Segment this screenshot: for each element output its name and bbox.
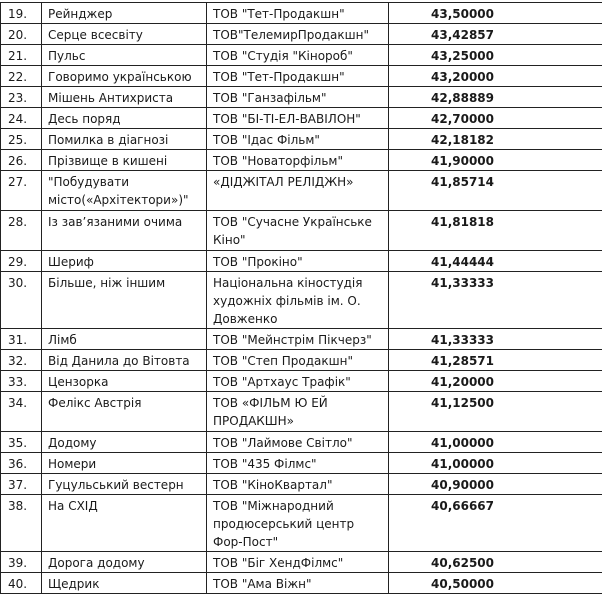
- production-company: ТОВ"ТелемирПродакшн": [207, 24, 389, 45]
- table-row: [1, 474, 602, 495]
- film-title: Шериф: [42, 251, 207, 272]
- score: 41,12500: [389, 392, 602, 432]
- score: 43,42857: [389, 24, 602, 45]
- film-title: Щедрик: [42, 573, 207, 594]
- score: 40,50000: [389, 573, 602, 594]
- row-number: 31.: [1, 329, 42, 350]
- score: 41,44444: [389, 251, 602, 272]
- production-company: ТОВ "Артхаус Трафік": [207, 371, 389, 392]
- row-number: 27.: [1, 171, 42, 211]
- score: 41,81818: [389, 211, 602, 251]
- film-title: Із зав’язаними очима: [42, 211, 207, 251]
- score: 40,90000: [389, 474, 602, 495]
- row-number: 26.: [1, 150, 42, 171]
- production-company: ТОВ "Ама Віжн": [207, 573, 389, 594]
- production-company: ТОВ "Степ Продакшн": [207, 350, 389, 371]
- table-row: [1, 251, 602, 272]
- film-title: Мішень Антихриста: [42, 87, 207, 108]
- row-number: 25.: [1, 129, 42, 150]
- table-row: [1, 171, 602, 211]
- table-row: [1, 150, 602, 171]
- table-row: [1, 432, 602, 453]
- film-title: Номери: [42, 453, 207, 474]
- table-row: [1, 573, 602, 594]
- film-title: Прізвище в кишені: [42, 150, 207, 171]
- score: 43,20000: [389, 66, 602, 87]
- row-number: 32.: [1, 350, 42, 371]
- row-number: 24.: [1, 108, 42, 129]
- film-title: На СХІД: [42, 495, 207, 552]
- row-number: 28.: [1, 211, 42, 251]
- production-company: ТОВ "Лаймове Світло": [207, 432, 389, 453]
- film-title: Лімб: [42, 329, 207, 350]
- production-company: ТОВ "Міжнародний продюсерський центр Фор-Пост": [207, 495, 389, 552]
- row-number: 21.: [1, 45, 42, 66]
- table-row: [1, 272, 602, 329]
- results-table-body: [1, 3, 602, 594]
- production-company: ТОВ "435 Філмс": [207, 453, 389, 474]
- score: 41,28571: [389, 350, 602, 371]
- film-title: Гуцульський вестерн: [42, 474, 207, 495]
- production-company: ТОВ "Ганзафільм": [207, 87, 389, 108]
- film-title: Додому: [42, 432, 207, 453]
- row-number: 33.: [1, 371, 42, 392]
- row-number: 19.: [1, 3, 42, 24]
- table-row: [1, 129, 602, 150]
- table-row: [1, 211, 602, 251]
- production-company: ТОВ «ФІЛЬМ Ю ЕЙ ПРОДАКШН»: [207, 392, 389, 432]
- production-company: «ДІДЖІТАЛ РЕЛІДЖН»: [207, 171, 389, 211]
- row-number: 29.: [1, 251, 42, 272]
- production-company: ТОВ "Сучасне Українське Кіно": [207, 211, 389, 251]
- score: 41,85714: [389, 171, 602, 211]
- table-row: [1, 495, 602, 552]
- production-company: ТОВ "Тет-Продакшн": [207, 3, 389, 24]
- row-number: 40.: [1, 573, 42, 594]
- row-number: 22.: [1, 66, 42, 87]
- row-number: 34.: [1, 392, 42, 432]
- film-title: Більше, ніж іншим: [42, 272, 207, 329]
- film-title: Десь поряд: [42, 108, 207, 129]
- table-row: [1, 66, 602, 87]
- production-company: ТОВ "КіноКвартал": [207, 474, 389, 495]
- row-number: 23.: [1, 87, 42, 108]
- row-number: 30.: [1, 272, 42, 329]
- results-table: [0, 2, 602, 594]
- table-row: [1, 24, 602, 45]
- score: 41,20000: [389, 371, 602, 392]
- score: 43,25000: [389, 45, 602, 66]
- score: 42,70000: [389, 108, 602, 129]
- production-company: ТОВ "Ідас Фільм": [207, 129, 389, 150]
- production-company: ТОВ "Студія "Кінороб": [207, 45, 389, 66]
- production-company: ТОВ "Мейнстрім Пікчерз": [207, 329, 389, 350]
- row-number: 37.: [1, 474, 42, 495]
- film-title: Дорога додому: [42, 552, 207, 573]
- score: 42,88889: [389, 87, 602, 108]
- score: 41,33333: [389, 272, 602, 329]
- film-title: Помилка в діагнозі: [42, 129, 207, 150]
- score: 40,66667: [389, 495, 602, 552]
- row-number: 39.: [1, 552, 42, 573]
- row-number: 36.: [1, 453, 42, 474]
- film-title: Серце всесвіту: [42, 24, 207, 45]
- score: 41,33333: [389, 329, 602, 350]
- film-title: Пульс: [42, 45, 207, 66]
- production-company: Національна кіностудія художніх фільмів ім. О. Довженко: [207, 272, 389, 329]
- film-title: Фелікс Австрія: [42, 392, 207, 432]
- film-title: Цензорка: [42, 371, 207, 392]
- table-row: [1, 45, 602, 66]
- row-number: 35.: [1, 432, 42, 453]
- score: 40,62500: [389, 552, 602, 573]
- production-company: ТОВ "Біг ХендФілмс": [207, 552, 389, 573]
- production-company: ТОВ "Новаторфільм": [207, 150, 389, 171]
- table-row: [1, 552, 602, 573]
- row-number: 20.: [1, 24, 42, 45]
- film-title: Рейнджер: [42, 3, 207, 24]
- table-row: [1, 3, 602, 24]
- score: 42,18182: [389, 129, 602, 150]
- table-row: [1, 392, 602, 432]
- score: 43,50000: [389, 3, 602, 24]
- table-row: [1, 350, 602, 371]
- row-number: 38.: [1, 495, 42, 552]
- film-title: "Побудувати місто(«Архітектори»)": [42, 171, 207, 211]
- table-row: [1, 453, 602, 474]
- score: 41,00000: [389, 432, 602, 453]
- score: 41,90000: [389, 150, 602, 171]
- table-row: [1, 87, 602, 108]
- production-company: ТОВ "БІ-ТІ-ЕЛ-ВАВІЛОН": [207, 108, 389, 129]
- table-row: [1, 329, 602, 350]
- production-company: ТОВ "Прокіно": [207, 251, 389, 272]
- production-company: ТОВ "Тет-Продакшн": [207, 66, 389, 87]
- film-title: Від Данила до Вітовта: [42, 350, 207, 371]
- score: 41,00000: [389, 453, 602, 474]
- table-row: [1, 371, 602, 392]
- film-title: Говоримо українською: [42, 66, 207, 87]
- table-row: [1, 108, 602, 129]
